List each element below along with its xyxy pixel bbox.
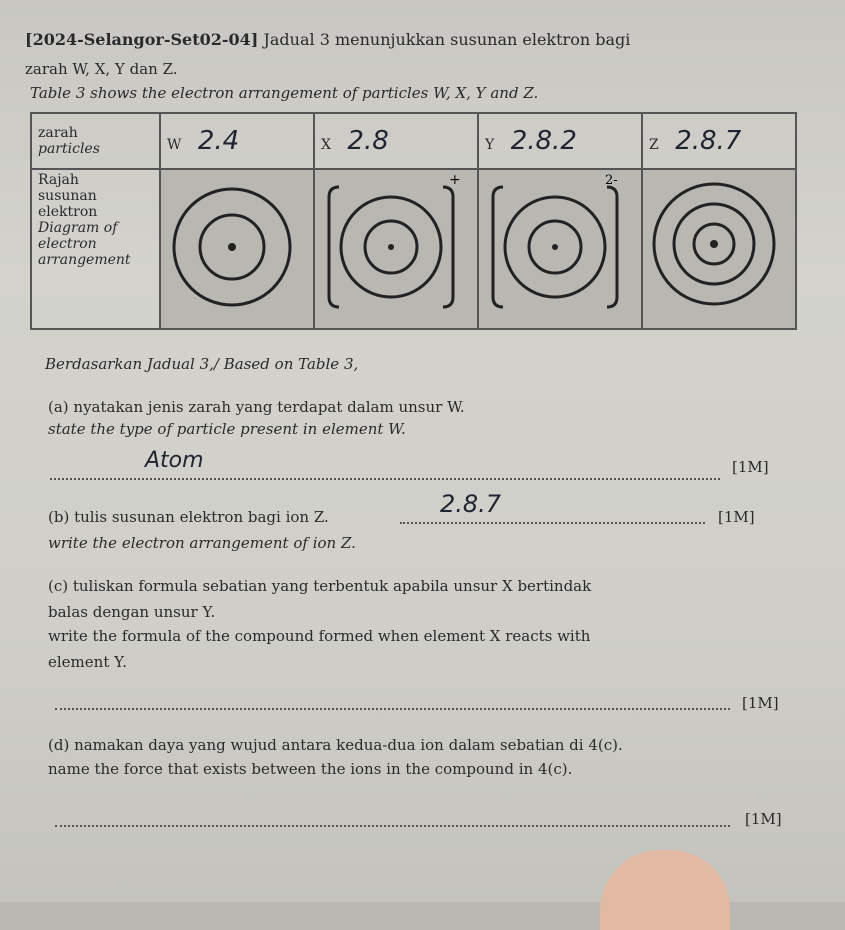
answer-line-b[interactable] bbox=[400, 522, 705, 524]
header-y bbox=[478, 113, 642, 169]
part-d-ms: (d) namakan daya yang wujud antara kedua-dua ion dalam sebatian di 4(c). bbox=[48, 736, 623, 754]
handwritten-y: 2.8.2 bbox=[510, 126, 577, 156]
particle-z: Z bbox=[649, 137, 659, 153]
handwritten-z: 2.8.7 bbox=[675, 126, 742, 156]
part-a-en: state the type of particle present in element W. bbox=[48, 420, 406, 438]
part-a-ms: (a) nyatakan jenis zarah yang terdapat dalam unsur W. bbox=[48, 398, 465, 416]
handwritten-w: 2.4 bbox=[197, 126, 240, 156]
row-label-ms: zarah bbox=[38, 125, 78, 141]
part-b-ms: (b) tulis susunan elektron bagi ion Z. bbox=[48, 508, 329, 526]
diagram-z bbox=[642, 169, 796, 329]
header-z bbox=[642, 113, 796, 169]
question-intro bbox=[25, 30, 630, 49]
answer-a: Atom bbox=[145, 448, 204, 473]
answer-line-d[interactable] bbox=[55, 825, 730, 827]
diagram-y bbox=[478, 169, 642, 329]
electron-table bbox=[30, 112, 797, 330]
atom-diagram-z bbox=[649, 172, 779, 322]
row-label-en: particles bbox=[38, 141, 100, 157]
answer-line-a[interactable] bbox=[50, 478, 720, 480]
answer-line-c[interactable] bbox=[55, 708, 730, 710]
part-b-en: write the electron arrangement of ion Z. bbox=[48, 534, 356, 552]
question-code: [2024-Selangor-Set02-04] bbox=[25, 30, 259, 49]
particle-w: W bbox=[167, 137, 182, 153]
label-line: electron bbox=[38, 236, 97, 252]
part-c-ms2: balas dengan unsur Y. bbox=[48, 603, 216, 621]
based-on: Berdasarkan Jadual 3,/ Based on Table 3, bbox=[45, 355, 359, 373]
label-line: arrangement bbox=[38, 252, 131, 268]
intro-malay-2: zarah W, X, Y dan Z. bbox=[25, 60, 178, 78]
label-line: elektron bbox=[38, 204, 98, 220]
header-w bbox=[160, 113, 314, 169]
marks-c: [1M] bbox=[742, 694, 779, 712]
intro-malay: Jadual 3 menunjukkan susunan elektron bagi bbox=[263, 30, 631, 49]
ion-diagram-y bbox=[485, 172, 625, 322]
diagram-w bbox=[160, 169, 314, 329]
label-line: Diagram of bbox=[38, 220, 118, 236]
particle-y: Y bbox=[485, 137, 495, 153]
intro-english: Table 3 shows the electron arrangement of particles W, X, Y and Z. bbox=[30, 84, 539, 102]
charge-y: 2- bbox=[605, 173, 618, 188]
part-d-en: name the force that exists between the ions in the compound in 4(c). bbox=[48, 760, 573, 778]
charge-x: + bbox=[449, 172, 461, 188]
handwritten-x: 2.8 bbox=[347, 126, 389, 156]
marks-a: [1M] bbox=[732, 458, 769, 476]
label-line: Rajah bbox=[38, 172, 79, 188]
header-x bbox=[314, 113, 478, 169]
diagram-x bbox=[314, 169, 478, 329]
atom-diagram-w bbox=[167, 172, 297, 322]
finger-thumb bbox=[600, 850, 730, 930]
answer-b: 2.8.7 bbox=[440, 490, 502, 518]
marks-b: [1M] bbox=[718, 508, 755, 526]
label-line: susunan bbox=[38, 188, 97, 204]
ion-diagram-x bbox=[321, 172, 461, 322]
marks-d: [1M] bbox=[745, 810, 782, 828]
particle-x: X bbox=[321, 137, 331, 153]
part-c-en: write the formula of the compound formed when element X reacts with bbox=[48, 627, 591, 645]
part-c-en2: element Y. bbox=[48, 653, 127, 671]
part-c-ms: (c) tuliskan formula sebatian yang terbentuk apabila unsur X bertindak bbox=[48, 577, 592, 595]
